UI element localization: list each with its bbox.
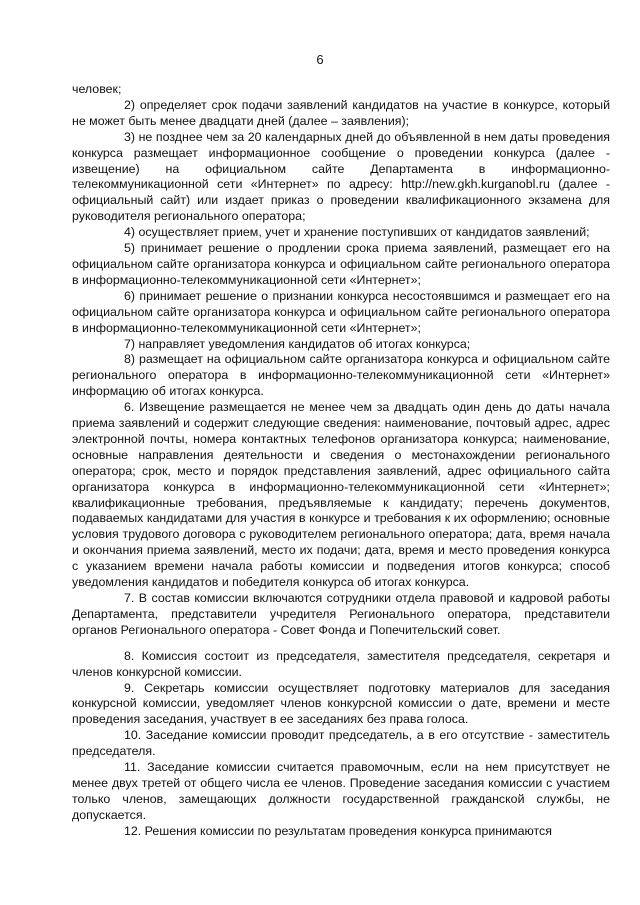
paragraph-item-6: 6) принимает решение о признании конкурса несостоявшимся и размещает его на официальном сайте организатора конкурса и официальном сайте регионального оператора в информационно-телекоммуникационной сети «Интернет»; [72, 288, 610, 335]
paragraph-clause-10: 10. Заседание комиссии проводит председатель, а в его отсутствие - заместитель председателя. [72, 728, 610, 759]
paragraph-clause-12: 12. Решения комиссии по результатам проведения конкурса принимаются [124, 823, 552, 838]
paragraph-clause-8: 8. Комиссия состоит из председателя, заместителя председателя, секретаря и членов конкурсной комиссии. [72, 648, 610, 679]
paragraph-item-7: 7) направляет уведомления кандидатов об итогах конкурса; [124, 336, 471, 351]
paragraph-clause-11: 11. Заседание комиссии считается правомочным, если на нем присутствует не менее двух третей от общего числа ее членов. Проведение заседания комиссии с участием только членов, замещающих должности государственной гражданской службы, не допускается. [72, 760, 610, 822]
paragraph-item-4: 4) осуществляет прием, учет и хранение поступивших от кандидатов заявлений; [124, 225, 590, 240]
paragraph-clause-7: 7. В состав комиссии включаются сотрудники отдела правовой и кадровой работы Департамента, представители учредителя Регионального оператора, представители органов Регионального оператора - Совет Фонда и Попечительский совет. [72, 591, 610, 637]
document-body [72, 82, 610, 840]
paragraph-clause-9: 9. Секретарь комиссии осуществляет подготовку материалов для заседания конкурсной комиссии, уведомляет членов конкурсной комиссии о дате, времени и месте проведения заседания, участвует в ее заседаниях без права голоса. [72, 680, 610, 727]
paragraph-item-8: 8) размещает на официальном сайте организатора конкурса и официальном сайте регионального оператора в информационно-телекоммуникационной сети «Интернет» информацию об итогах конкурса. [72, 352, 610, 399]
page-number: 6 [316, 52, 324, 67]
paragraph-item-3: 3) не позднее чем за 20 календарных дней до объявленной в нем даты проведения конкурса размещает информационное сообщение о проведении конкурса (далее - извещение) на официальном сайте Департамента в информационно-телекоммуникационной сети «Интернет» по адресу: http://new.gkh.kurganobl.ru (далее - официальный сайт) или издает приказ о проведении квалификационного экзамена для руководителя регионального оператора; [72, 129, 610, 224]
paragraph-continuation: человек; [72, 82, 122, 96]
paragraph-item-5: 5) принимает решение о продлении срока приема заявлений, размещает его на официальном сайте организатора конкурса и официальном сайте регионального оператора в информационно-телекоммуникационной сети «Интернет»; [72, 241, 610, 287]
paragraph-item-2: 2) определяет срок подачи заявлений кандидатов на участие в конкурсе, который не может быть менее двадцати дней (далее – заявления); [72, 97, 610, 128]
paragraph-clause-6: 6. Извещение размещается не менее чем за двадцать один день до даты начала приема заявлений и содержит следующие сведения: наименование, почтовый адрес, адрес электронной почты, номера контактных телефонов организатора конкурса; наименование, основные направления деятельности и сведения о местонахождении регионального оператора; срок, место и порядок представления заявлений, адрес официального сайта организатора конкурса в информационно-телекоммуникационной сети «Интернет»; квалификационные требования, предъявляемые к кандидату; перечень документов, подаваемых кандидатами для участия в конкурсе и требования к их оформлению; основные условия трудового договора с руководителем регионального оператора; дата, время начала и окончания приема заявлений, место их подачи; дата, время и место проведения конкурса с указанием времени начала работы комиссии и подведения итогов конкурса; способ уведомления кандидатов и победителя конкурса об итогах конкурса. [72, 400, 610, 590]
